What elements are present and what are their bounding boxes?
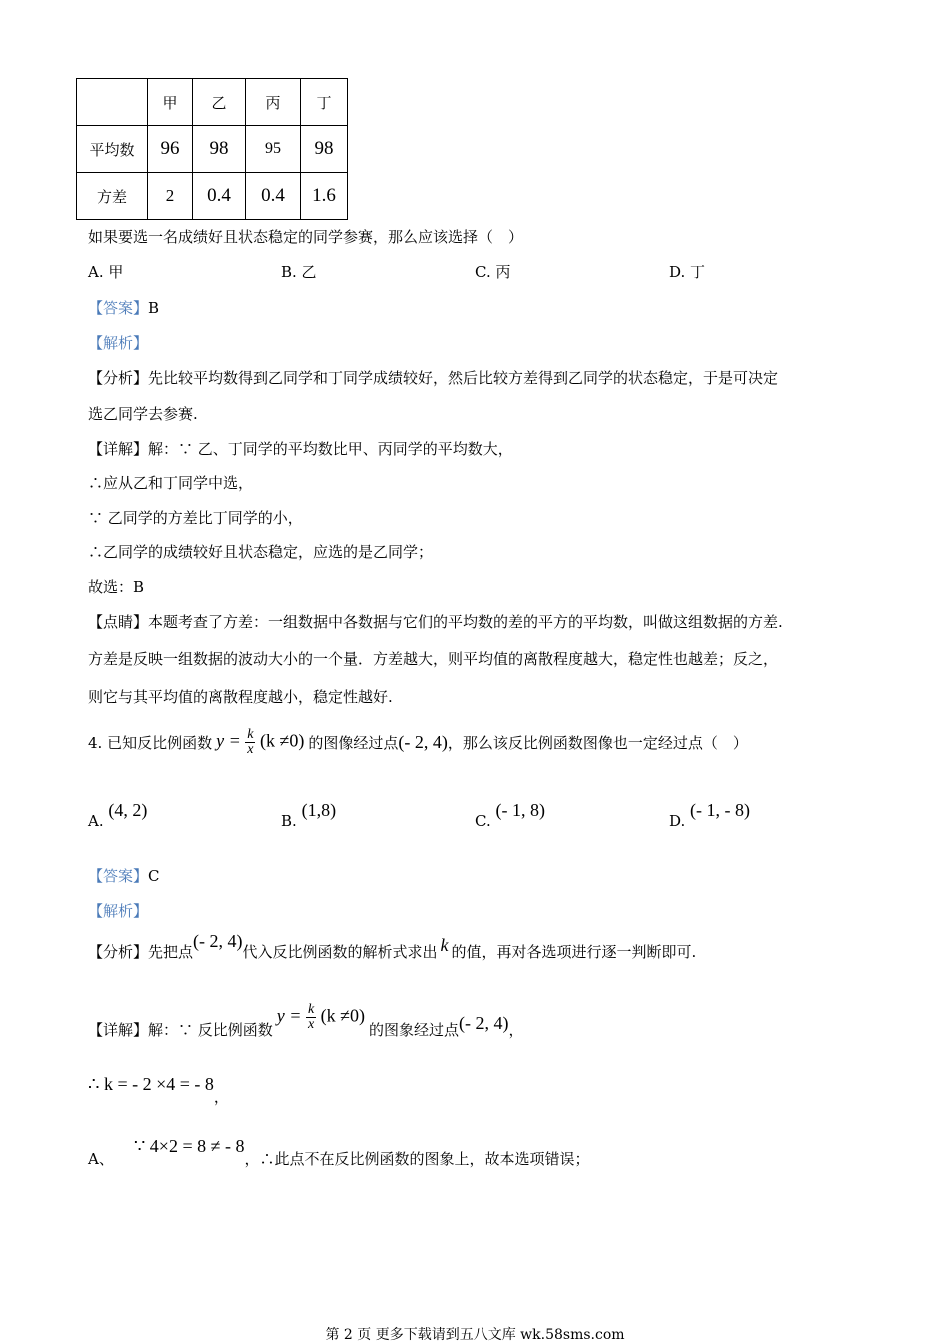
dianjing-tag: 【点睛】 — [88, 613, 149, 631]
func-numerator: k — [307, 1002, 315, 1017]
fenxi-text-a: 先把点 — [148, 943, 194, 961]
table-header-cell: 丁 — [301, 79, 348, 126]
fenxi-k: k — [440, 935, 449, 955]
q4-point: (- 2, 4) — [398, 731, 448, 752]
q3-detail-line2: ∴应从乙和丁同学中选， — [88, 474, 254, 492]
q3-option-c: C. 丙 — [475, 263, 511, 281]
func-y: y = — [216, 730, 241, 751]
func-denominator: x — [247, 741, 254, 757]
q4-answer — [88, 865, 160, 886]
func-denominator: x — [307, 1017, 315, 1032]
func-numerator: k — [247, 726, 254, 742]
q4-option-b — [281, 800, 336, 830]
q4-stem — [88, 722, 748, 762]
detail-text-b: 的图象经过点 — [369, 1021, 460, 1039]
func-y: y = — [276, 1005, 302, 1026]
option-value: (4, 2) — [108, 800, 148, 820]
calc-k-math: ∴ k = - 2 ×4 = - 8 — [88, 1074, 214, 1094]
opta-mid: ，∴ — [244, 1150, 275, 1168]
calc-k-tail: ， — [213, 1088, 229, 1106]
q4-option-d — [669, 800, 750, 830]
table-cell: 96 — [148, 126, 193, 173]
q4-calc-k — [88, 1074, 229, 1106]
func-fraction — [306, 1003, 316, 1032]
q3-option-a: A. 甲 — [88, 263, 124, 281]
dianjing-text: 本题考查了方差：一组数据中各数据与它们的平均数的差的平方的平均数，叫做这组数据的方差. — [148, 613, 783, 631]
table-cell: 98 — [193, 126, 246, 173]
func-condition: (k ≠0) — [320, 1005, 366, 1026]
q4-fenxi — [88, 932, 696, 962]
q4-option-a — [88, 800, 147, 830]
answer-tag: 【答案】 — [88, 299, 149, 317]
table-cell — [77, 79, 148, 126]
answer-value: C — [148, 867, 160, 885]
q3-fenxi-line2: 选乙同学去参赛. — [88, 405, 198, 423]
answer-tag: 【答案】 — [88, 867, 149, 885]
detail-text: 解：∵ 乙、丁同学的平均数比甲、丙同学的平均数大， — [148, 440, 513, 458]
table-row — [77, 173, 348, 220]
detail-text-c: ， — [508, 1021, 524, 1039]
func-fraction — [245, 728, 255, 757]
q3-detail-line5: 故选：B — [88, 578, 145, 596]
q4-option-c — [475, 800, 545, 830]
table-header-cell: 甲 — [148, 79, 193, 126]
q4-detail — [88, 996, 524, 1040]
page-footer: 第 2 页 更多下载请到五八文库 wk.58sms.com — [325, 1327, 625, 1343]
option-letter: C. — [475, 812, 491, 830]
detail-text-a: 解：∵ 反比例函数 — [148, 1021, 273, 1039]
q3-dianjing-line3: 则它与其平均值的离散程度越小，稳定性越好. — [88, 688, 393, 706]
stats-table — [76, 78, 348, 220]
q3-answer — [88, 297, 159, 318]
q3-detail-line4: ∴乙同学的成绩较好且状态稳定，应选的是乙同学； — [88, 543, 434, 561]
q3-question: 如果要选一名成绩好且状态稳定的同学参赛，那么应该选择（ ） — [88, 228, 524, 246]
detail-tag: 【详解】 — [88, 440, 149, 458]
fenxi-tag: 【分析】 — [88, 369, 149, 387]
q3-analysis-tag: 【解析】 — [88, 334, 149, 352]
q4-stem-mid: 的图像经过点 — [308, 733, 399, 752]
q4-stem-prefix: 4. 已知反比例函数 — [88, 733, 213, 752]
opta-math: ∵ 4×2 = 8 ≠ - 8 — [133, 1136, 245, 1156]
detail-tag: 【详解】 — [88, 1021, 149, 1039]
fenxi-text-b: 代入反比例函数的解析式求出 — [242, 943, 438, 961]
table-cell: 1.6 — [301, 173, 348, 220]
table-header-cell: 乙 — [193, 79, 246, 126]
table-header-row — [77, 79, 348, 126]
table-header-cell: 丙 — [246, 79, 301, 126]
func-condition: (k ≠0) — [259, 730, 305, 751]
fenxi-tag: 【分析】 — [88, 943, 149, 961]
option-letter: B. — [281, 812, 297, 830]
q4-function — [216, 728, 304, 757]
option-value: (1,8) — [301, 800, 337, 820]
q3-detail-line3: ∵ 乙同学的方差比丁同学的小， — [88, 509, 303, 527]
option-letter: A. — [88, 812, 104, 830]
q4-analysis-tag: 【解析】 — [88, 902, 149, 920]
opta-text: 此点不在反比例函数的图象上，故本选项错误； — [274, 1150, 590, 1168]
fenxi-text: 先比较平均数得到乙同学和丁同学成绩较好，然后比较方差得到乙同学的状态稳定，于是可决定 — [148, 369, 779, 387]
q3-fenxi-line1 — [88, 367, 778, 388]
q3-dianjing-line2: 方差是反映一组数据的波动大小的一个量．方差越大，则平均值的离散程度越大，稳定性也越差；反之， — [88, 650, 779, 668]
q3-detail-line1 — [88, 438, 513, 459]
fenxi-text-c: 的值，再对各选项进行逐一判断即可. — [451, 943, 697, 961]
answer-value: B — [148, 299, 160, 317]
row-label: 平均数 — [77, 126, 148, 173]
q4-stem-suffix: ，那么该反比例函数图像也一定经过点（ ） — [447, 733, 748, 752]
table-cell: 98 — [301, 126, 348, 173]
option-letter: D. — [669, 812, 686, 830]
table-cell: 2 — [148, 173, 193, 220]
q4-option-a-check — [88, 1135, 590, 1169]
detail-point: (- 2, 4) — [459, 1013, 509, 1033]
option-value: (- 1, 8) — [495, 800, 545, 820]
row-label: 方差 — [77, 173, 148, 220]
q3-option-d: D. 丁 — [669, 263, 706, 281]
fenxi-point: (- 2, 4) — [193, 931, 243, 951]
q3-option-b: B. 乙 — [281, 263, 317, 281]
detail-function — [277, 1003, 365, 1032]
table-cell: 0.4 — [193, 173, 246, 220]
table-cell: 95 — [246, 126, 301, 173]
table-row — [77, 126, 348, 173]
table-cell: 0.4 — [246, 173, 301, 220]
q3-dianjing-line1 — [88, 611, 783, 632]
option-value: (- 1, - 8) — [690, 800, 751, 820]
opta-prefix: A、 — [88, 1150, 114, 1168]
